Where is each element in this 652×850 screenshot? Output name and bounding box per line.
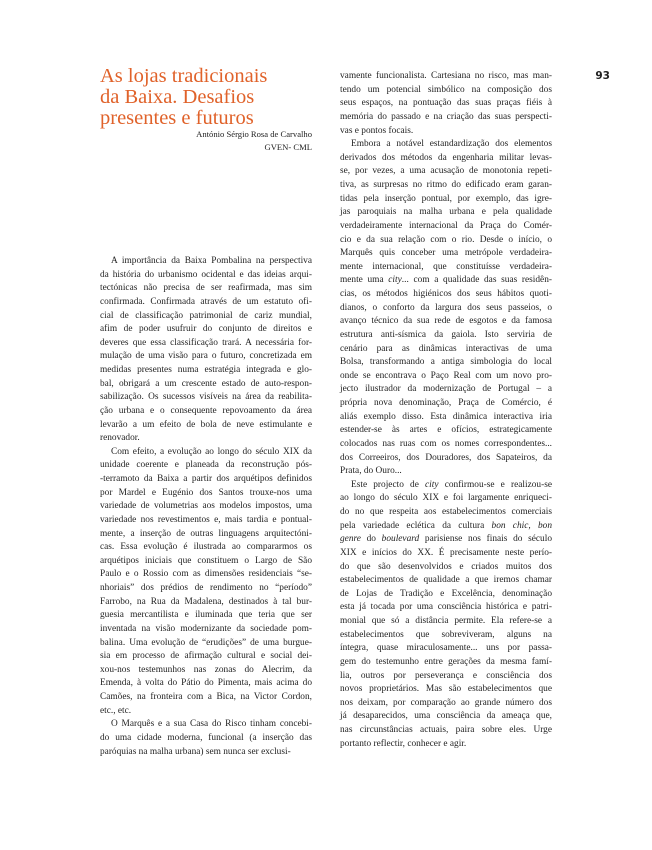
text-line: afim de poder usufruir do conjunto de direitos e	[100, 324, 312, 335]
text-line: da história do urbanismo ocidental e das ideias arqui-	[100, 269, 312, 280]
text-line: Embora a notável estandardização dos elementos	[351, 139, 552, 150]
text-line: inventada na visão modernizante da sociedade pom-	[100, 623, 312, 634]
text-line: Camões, na fronteira com a Bica, na Victor Cordon,	[100, 692, 312, 702]
text-line: tidas pela inserção pontual, por exemplo, das igre-	[340, 193, 552, 204]
text-line: cenário para as dinâmicas interactivas de uma	[340, 343, 552, 354]
text-line: medidas presentes numa estratégia integrada e glo-	[100, 365, 312, 375]
text-line: estrutura anti-sísmica da gaiola. Isto serviria de	[340, 329, 552, 340]
text-line: arquétipos iniciais que constituem o Largo de São	[100, 555, 312, 566]
text-line: Bolsa, transformando a antiga simbologia do local	[340, 357, 552, 368]
text-line: Este projecto de city confirmou-se e realizou-se	[351, 479, 552, 490]
author-affiliation: GVEN- CML	[264, 142, 312, 152]
text-line: Emenda, à volta do Pátio do Pimenta, mais acima do	[100, 678, 312, 689]
text-line: dianos, o conforto da largura dos seus passeios, o	[340, 302, 552, 313]
text-line: jas paroquiais na malha urbana e pela qualidade	[340, 207, 552, 218]
text-line: cial de classificação patrimonial de cariz mundial,	[100, 310, 312, 321]
body-column-left	[100, 255, 312, 759]
text-line: unidade coerente e planeada da reconstrução pós-	[100, 460, 312, 471]
text-line: deveres que essa classificação trará. A necessária for-	[100, 337, 312, 348]
text-line: nas circunstâncias actuais, paira sobre eles. Urge	[340, 725, 552, 735]
text-line: guesia mercantilista e iluminada que teria que ser	[100, 610, 312, 621]
author-block	[100, 128, 312, 154]
text-line: por Mardel e Eugénio dos Santos trouxe-nos uma	[100, 487, 312, 498]
text-line: gem do testemunho entre gerações da mesma famí-	[340, 656, 552, 667]
text-line: seus espaços, na pontuação das suas praças fiéis à	[340, 98, 552, 109]
author-name: António Sérgio Rosa de Carvalho	[196, 129, 312, 139]
text-line: ao longo do século XIX e foi largamente enriqueci-	[340, 493, 552, 504]
text-line: xou-nos testemunhos nas zonas do Alecrim, da	[100, 664, 312, 675]
text-line: vas e pontos focais.	[340, 125, 414, 136]
text-line: sia em processo de afirmação cultural e social dei-	[100, 651, 312, 662]
title-line: As lojas tradicionais	[100, 65, 268, 87]
text-line: aliás exemplo disso. Esta dinâmica interactiva iria	[340, 411, 552, 422]
text-line: do uma cidade moderna, funcional (a inserção das	[100, 732, 312, 743]
text-line: própria nova denominação, Praça de Comércio, é	[340, 398, 552, 408]
text-line: derivados dos métodos da engenharia militar levas-	[340, 152, 552, 163]
text-line: tendo um potencial simbólico na composição dos	[340, 84, 552, 95]
text-line: paróquias na malha urbana) sem nunca ser exclusi-	[100, 746, 291, 757]
text-line: mente, a inserção de outras linguagens arquitectóni-	[100, 528, 312, 539]
text-line: já desaparecidos, uma consciência da ameaça que,	[340, 711, 552, 722]
text-line: avanço técnico da sua rede de esgotos e da famosa	[340, 316, 552, 327]
page-number: 93	[595, 70, 610, 82]
text-line: levarão a um efeito de bola de neve estimulante e	[100, 419, 312, 430]
text-line: renovador.	[100, 433, 140, 444]
text-line: íntegra, quase miraculosamente... uns por passa-	[340, 643, 552, 654]
text-line: memória do passado e na criação das suas perspecti-	[340, 111, 552, 122]
text-line: novos proprietários. Mas são estabelecimentos que	[340, 684, 552, 695]
text-line: sabilização. Os sucessos visíveis na área da reabilita-	[100, 392, 312, 403]
text-line: Paulo e o Rossio com as dimensões residenciais “se-	[100, 569, 312, 580]
text-line: estabelecimentos de qualidade a que iremos chamar	[340, 575, 552, 586]
text-line: colocados nas ruas com os nomes correspondentes...	[340, 438, 552, 449]
text-line: Marquês quis conceber uma metrópole verdadeira-	[340, 248, 552, 259]
text-line: estabelecimentos que sobreviveram, alguns na	[340, 629, 552, 640]
text-line: nhoriais” dos prédios de rendimento no “período”	[100, 583, 312, 593]
text-line: confirmada. Confirmada através de um estatuto ofi-	[100, 296, 312, 307]
text-line: tiva, as surpresas no ritmo do edificado eram garan-	[340, 180, 552, 190]
text-line: variedade de volumetrias aos modelos impostos, uma	[100, 501, 312, 512]
text-line: cas. Essa evolução é ilustrada ao compararmos os	[100, 542, 312, 553]
text-line: mente internacional, que constituísse verdadeira-	[340, 261, 552, 272]
title-line: presentes e futuros	[100, 107, 254, 129]
text-line: dos Correeiros, dos Douradores, dos Sapateiros, da	[340, 452, 552, 463]
text-line: Prata, do Ouro...	[340, 466, 402, 477]
text-line: bal, obrigará a um crescente estado de auto-respon-	[100, 378, 312, 389]
text-line: genre do boulevard parisiense nos finais do século	[340, 534, 552, 545]
text-line: monial que só a distância permite. Ela refere-se a	[340, 616, 552, 626]
text-line: verdadeiramente internacional da Praça do Comér-	[340, 220, 552, 231]
text-line: vamente funcionalista. Cartesiana no risco, mas man-	[340, 71, 552, 81]
title-line: da Baixa. Desafios	[100, 86, 255, 108]
text-line: O Marquês e a sua Casa do Risco tinham concebi-	[111, 719, 312, 730]
text-line: ção urbana e o consequente repovoamento da área	[100, 405, 312, 416]
text-line: mulação de uma visão para o futuro, concretizada em	[100, 351, 312, 362]
text-line: lia, outros por perseverança e consciência dos	[340, 670, 552, 681]
text-line: do que são desenvolvidos e criados muitos dos	[340, 561, 552, 572]
text-line: balina. Uma evolução de “erudições” de uma burgue-	[100, 637, 312, 648]
text-line: onde se encontrava o Paço Real com um novo pro-	[340, 370, 552, 381]
text-line: XIX e inícios do XX. É precisamente neste perío-	[340, 547, 552, 558]
text-line: A importância da Baixa Pombalina na perspectiva	[111, 256, 312, 266]
text-line: Com efeito, a evolução ao longo do século XIX da	[111, 446, 312, 457]
text-line: cio e da sua relação com o rio. Desde o início, o	[340, 234, 552, 245]
text-line: variedade nos revestimentos e, mais tardia e pontual-	[100, 514, 312, 525]
text-line: de Lojas de Tradição e Excelência, denominação	[340, 588, 552, 599]
text-line: etc., etc.	[100, 705, 132, 716]
text-line: tectónicas não precisa de ser reafirmada, mas sim	[100, 283, 312, 294]
text-line: se, por vezes, a uma acusação de monotonia repeti-	[340, 166, 552, 177]
text-line: jecto ilustrador da modernização de Portugal – a	[340, 384, 552, 395]
text-line: Farrobo, na Rua da Madalena, destinados à tal bur-	[100, 596, 312, 607]
text-line: nos deixam, por comparação ao grande número dos	[340, 697, 552, 708]
text-line: mente uma city... com a qualidade das suas residên-	[340, 275, 552, 286]
article-title	[100, 66, 330, 129]
body-column-right	[340, 70, 552, 751]
text-line: -terramoto da Baixa a partir dos arquétipos definidos	[100, 474, 312, 484]
text-line: portanto reflectir, conhecer e agir.	[340, 738, 467, 749]
text-line: do no que respeita aos estabelecimentos comerciais	[340, 507, 552, 517]
text-line: estender-se às artes e ofícios, estrategicamente	[340, 425, 552, 436]
text-line: esta já tocada por uma consciência histórica e patri-	[340, 602, 552, 613]
text-line: pela variedade eclética da cultura bon chic, bon	[340, 520, 552, 531]
text-line: cias, os métodos higiénicos dos seus hábitos quoti-	[340, 289, 552, 299]
